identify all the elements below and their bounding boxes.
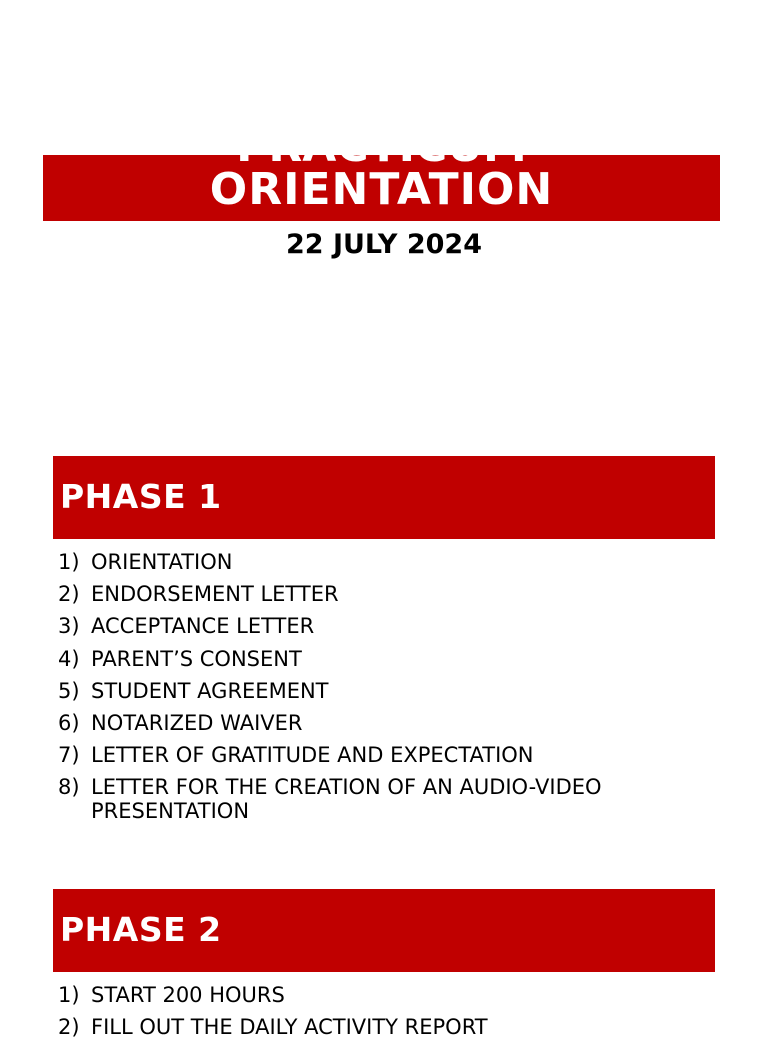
title-line-1: PRACTICUM bbox=[236, 121, 527, 172]
orientation-date: 22 JULY 2024 bbox=[285, 229, 483, 260]
item-number: 7) bbox=[58, 743, 80, 768]
item-number: 2) bbox=[58, 1015, 80, 1040]
item-number: 6) bbox=[58, 710, 80, 735]
list-item bbox=[58, 1015, 698, 1039]
phase-2-title: PHASE 2 bbox=[60, 910, 222, 949]
list-item bbox=[58, 743, 698, 767]
list-item bbox=[58, 614, 698, 638]
list-item bbox=[58, 775, 698, 823]
item-text: LETTER OF GRATITUDE AND EXPECTATION bbox=[91, 743, 534, 768]
item-number: 4) bbox=[58, 646, 80, 671]
list-item bbox=[58, 983, 698, 1007]
item-number: 8) bbox=[58, 775, 80, 800]
phase-1-header bbox=[53, 456, 715, 539]
phase-2-header bbox=[53, 889, 715, 972]
item-text: ENDORSEMENT LETTER bbox=[91, 582, 339, 607]
item-text: STUDENT AGREEMENT bbox=[91, 678, 329, 703]
list-item bbox=[58, 647, 698, 671]
list-item bbox=[58, 550, 698, 574]
page-title: ORIENTATION bbox=[209, 164, 554, 215]
item-number: 3) bbox=[58, 614, 80, 639]
item-text: ORIENTATION bbox=[91, 550, 233, 574]
item-text: ACCEPTANCE LETTER bbox=[91, 614, 315, 639]
item-text: FILL OUT THE DAILY ACTIVITY REPORT bbox=[91, 1015, 488, 1040]
phase-2-list bbox=[58, 983, 698, 1047]
item-number: 2) bbox=[58, 582, 80, 607]
list-item bbox=[58, 679, 698, 703]
item-text: START 200 HOURS bbox=[91, 983, 285, 1007]
item-number: 1) bbox=[58, 550, 80, 574]
item-number: 1) bbox=[58, 983, 80, 1007]
item-text: NOTARIZED WAIVER bbox=[91, 710, 303, 735]
item-text: LETTER FOR THE CREATION OF AN AUDIO-VIDEO PRESENTATION bbox=[91, 775, 602, 824]
list-item bbox=[58, 711, 698, 735]
item-text: PARENT’S CONSENT bbox=[91, 646, 302, 671]
title-banner bbox=[43, 121, 720, 221]
phase-1-list bbox=[58, 550, 698, 832]
phase-1-title: PHASE 1 bbox=[60, 477, 222, 516]
item-number: 5) bbox=[58, 678, 80, 703]
list-item bbox=[58, 582, 698, 606]
